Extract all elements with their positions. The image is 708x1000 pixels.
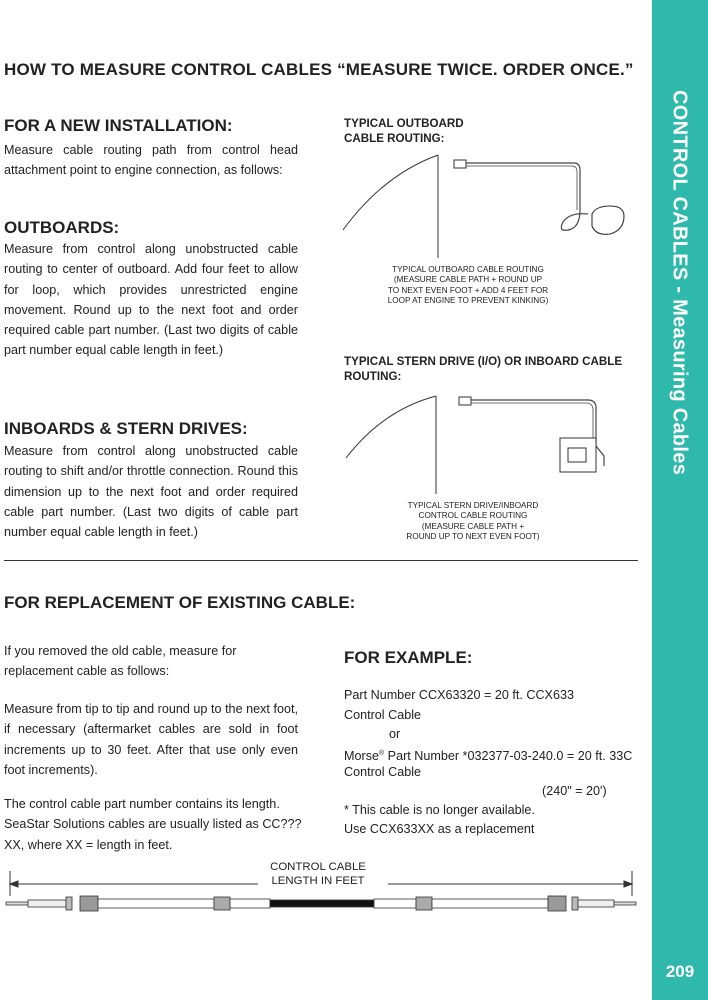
cable-jacket-right: [432, 899, 548, 908]
section-divider: [4, 560, 638, 561]
outboard-cable-path-inner: [466, 166, 577, 210]
cable-segment-right: [374, 899, 416, 908]
cable-sleeve-left: [214, 897, 230, 910]
stern-drive-routing-diagram: [338, 388, 638, 498]
stern-note-line2: CONTROL CABLE ROUTING: [418, 511, 528, 521]
stern-note-line4: ROUND UP TO NEXT EVEN FOOT): [406, 531, 540, 541]
example-line4-rest: Part Number *032377-03-240.0 = 20 ft. 33C: [384, 749, 633, 764]
replacement-para2: Measure from tip to tip and round up to the next foot, if necessary (aftermarket cables are sold in foot increments up to 30 feet. After that use only even foot increments).: [4, 702, 298, 777]
outboard-caption-line2: CABLE ROUTING:: [344, 132, 445, 145]
outboard-note-line2: (MEASURE CABLE PATH + ROUND UP: [393, 275, 543, 285]
example-line4-prefix: Morse: [344, 749, 379, 764]
example-line2: Control Cable: [344, 708, 422, 722]
outboard-diagram-note: [376, 265, 560, 306]
cable-jacket-left: [98, 899, 214, 908]
outboard-control-head: [454, 160, 466, 168]
example-line1: Part Number CCX63320 = 20 ft. CCX633: [344, 688, 574, 702]
outboards-heading: OUTBOARDS:: [4, 218, 120, 237]
example-line3: or: [389, 727, 401, 741]
stern-engine-inner: [568, 448, 586, 462]
registered-mark: ®: [379, 750, 385, 757]
new-installation-heading: FOR A NEW INSTALLATION:: [4, 116, 233, 135]
stern-diagram-note: [398, 501, 548, 542]
outboard-note-line3: TO NEXT EVEN FOOT + ADD 4 FEET FOR: [387, 285, 549, 295]
example-line8: Use CCX633XX as a replacement: [344, 822, 535, 836]
stern-note-line3: (MEASURE CABLE PATH +: [421, 521, 525, 531]
cable-core: [270, 900, 374, 907]
outboard-routing-diagram: [338, 150, 638, 262]
outboard-cable-path: [466, 163, 588, 230]
side-title: CONTROL CABLES - Measuring Cables: [668, 90, 691, 476]
stern-diagram-caption: [344, 354, 622, 384]
inboards-heading: INBOARDS & STERN DRIVES:: [4, 419, 248, 438]
outboard-engine: [592, 206, 624, 234]
stern-hull-outline: [346, 396, 436, 458]
cable-nut-right: [548, 896, 566, 911]
cable-segment-left: [230, 899, 270, 908]
cable-body: [6, 896, 636, 911]
stern-caption-line1: TYPICAL STERN DRIVE (I/O) OR INBOARD CABLE: [344, 355, 623, 368]
cable-rod-right: [614, 902, 636, 905]
cable-label-line1: CONTROL CABLE: [270, 861, 366, 873]
control-cable-figure: [4, 868, 638, 924]
cable-nut-left: [80, 896, 98, 911]
outboard-note-line4: LOOP AT ENGINE TO PREVENT KINKING): [387, 295, 549, 305]
outboard-diagram-caption: [344, 116, 464, 146]
side-title-wrap: [652, 0, 708, 1000]
example-heading: FOR EXAMPLE:: [344, 648, 473, 667]
outboards-body: Measure from control along unobstructed cable routing to center of outboard. Add four feet to allow for loop, which provides unrestricted engine movement. Round up to the next foot and order required cable part number. (Last two digits of cable part number equal cable length in feet.): [4, 242, 298, 358]
example-line6: (240" = 20'): [542, 784, 607, 798]
outboard-caption-line1: TYPICAL OUTBOARD: [344, 117, 464, 130]
new-installation-body: Measure cable routing path from control head attachment point to engine connection, as follows:: [4, 143, 298, 178]
cable-sleeve-right: [416, 897, 432, 910]
cable-end-fitting-right: [578, 900, 614, 907]
cable-end-fitting-left: [28, 900, 66, 907]
example-line7: * This cable is no longer available.: [344, 803, 535, 817]
stern-note-line1: TYPICAL STERN DRIVE/INBOARD: [407, 501, 539, 510]
dimension-arrow-left: [10, 881, 18, 887]
cable-hub-right: [572, 897, 578, 910]
page-number: 209: [665, 962, 695, 981]
replacement-para1: If you removed the old cable, measure for replacement cable as follows:: [4, 644, 237, 679]
example-line5: Control Cable: [344, 765, 422, 779]
replacement-para3: The control cable part number contains its length. SeaStar Solutions cables are usually listed as CC???XX, where XX = length in feet.: [4, 797, 302, 852]
outboard-note-line1: TYPICAL OUTBOARD CABLE ROUTING: [392, 265, 544, 274]
page-title: HOW TO MEASURE CONTROL CABLES “MEASURE TWICE. ORDER ONCE.”: [4, 60, 634, 79]
stern-control-head: [459, 397, 471, 405]
replacement-heading: FOR REPLACEMENT OF EXISTING CABLE:: [4, 593, 356, 612]
outboard-hull-outline: [343, 155, 438, 230]
cable-hub-left: [66, 897, 72, 910]
cable-dimension-line: [10, 871, 632, 896]
side-tab: [652, 0, 708, 1000]
cable-label-line2: LENGTH IN FEET: [271, 875, 365, 887]
dimension-arrow-right: [624, 881, 632, 887]
inboards-body: Measure from control along unobstructed cable routing to shift and/or throttle connection. Round this dimension up to the next foot and order required cable part number. (Last two digits of cable part number equal cable length in feet.): [4, 444, 298, 540]
stern-caption-line2: ROUTING:: [344, 370, 402, 383]
cable-rod-left: [6, 902, 28, 905]
